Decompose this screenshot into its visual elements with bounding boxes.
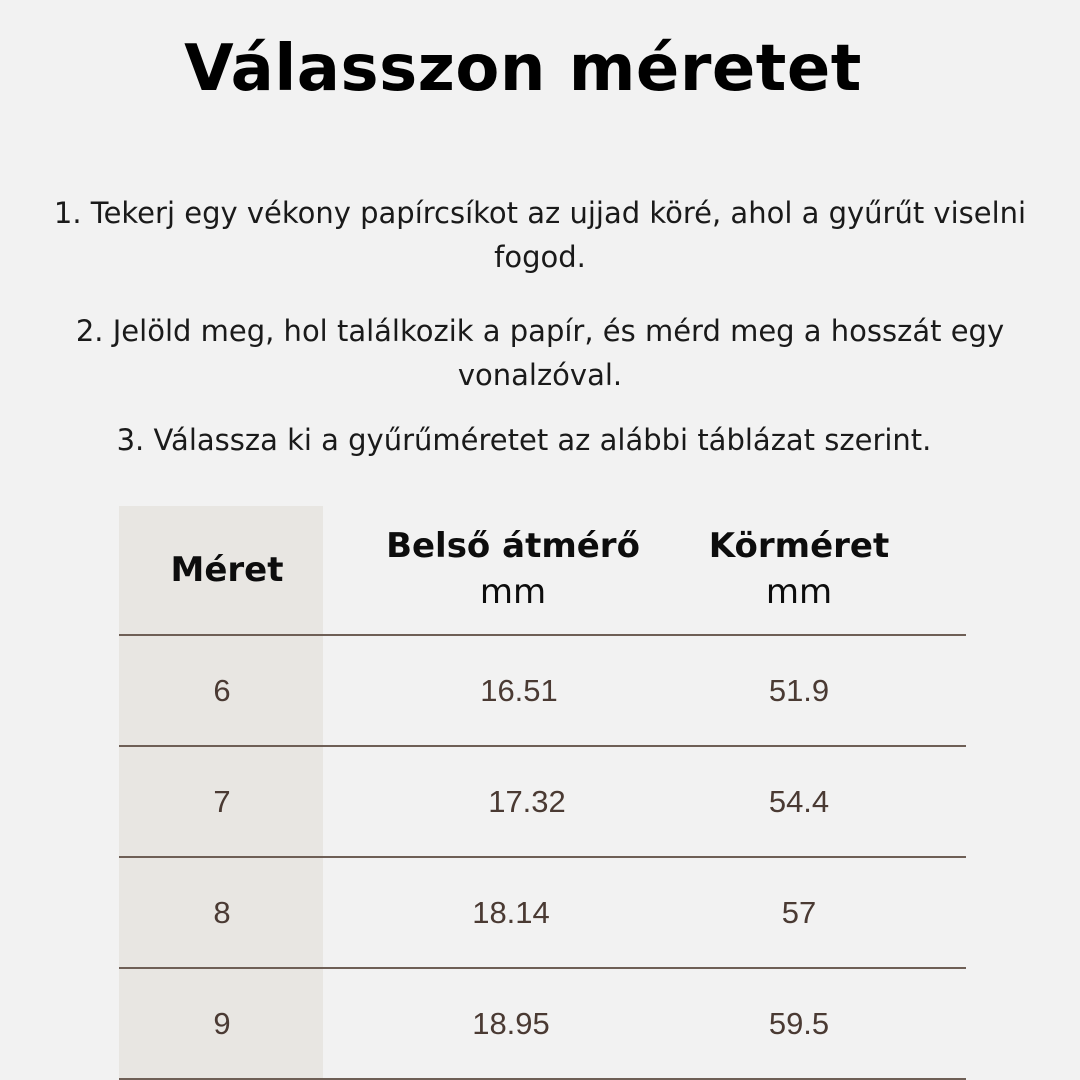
cell-inner-diameter: 16.51 bbox=[480, 673, 558, 708]
cell-size: 9 bbox=[213, 1006, 231, 1041]
header-circumference-label: Körméret bbox=[708, 526, 890, 566]
header-inner-diameter-label: Belső átmérő bbox=[386, 526, 640, 566]
cell-circumference: 54.4 bbox=[768, 784, 830, 819]
header-circumference bbox=[680, 523, 918, 615]
cell-size: 7 bbox=[213, 784, 231, 819]
header-inner-diameter-unit: mm bbox=[479, 572, 547, 612]
table-row bbox=[119, 857, 966, 968]
cell-circumference: 51.9 bbox=[768, 673, 830, 708]
table-row bbox=[119, 746, 966, 857]
header-size: Méret bbox=[170, 550, 284, 590]
cell-circumference: 59.5 bbox=[768, 1006, 830, 1041]
cell-inner-diameter: 18.14 bbox=[472, 895, 550, 930]
cell-size: 8 bbox=[213, 895, 231, 930]
header-inner-diameter bbox=[380, 523, 646, 615]
cell-circumference: 57 bbox=[781, 895, 817, 930]
instruction-step-2: 2. Jelöld meg, hol találkozik a papír, és mérd meg a hosszát egy vonalzóval. bbox=[75, 314, 1005, 392]
page-title: Válasszon méretet bbox=[184, 32, 862, 106]
header-circumference-unit: mm bbox=[765, 572, 833, 612]
cell-size: 6 bbox=[213, 673, 231, 708]
table-divider bbox=[119, 1078, 966, 1080]
table-row bbox=[119, 635, 966, 746]
instruction-step-3: 3. Válassza ki a gyűrűméretet az alábbi táblázat szerint. bbox=[116, 423, 932, 457]
instruction-step-1: 1. Tekerj egy vékony papírcsíkot az ujjad köré, ahol a gyűrűt viselni fogod. bbox=[53, 196, 1027, 274]
cell-inner-diameter: 17.32 bbox=[488, 784, 566, 819]
table-row bbox=[119, 968, 966, 1079]
cell-inner-diameter: 18.95 bbox=[472, 1006, 550, 1041]
